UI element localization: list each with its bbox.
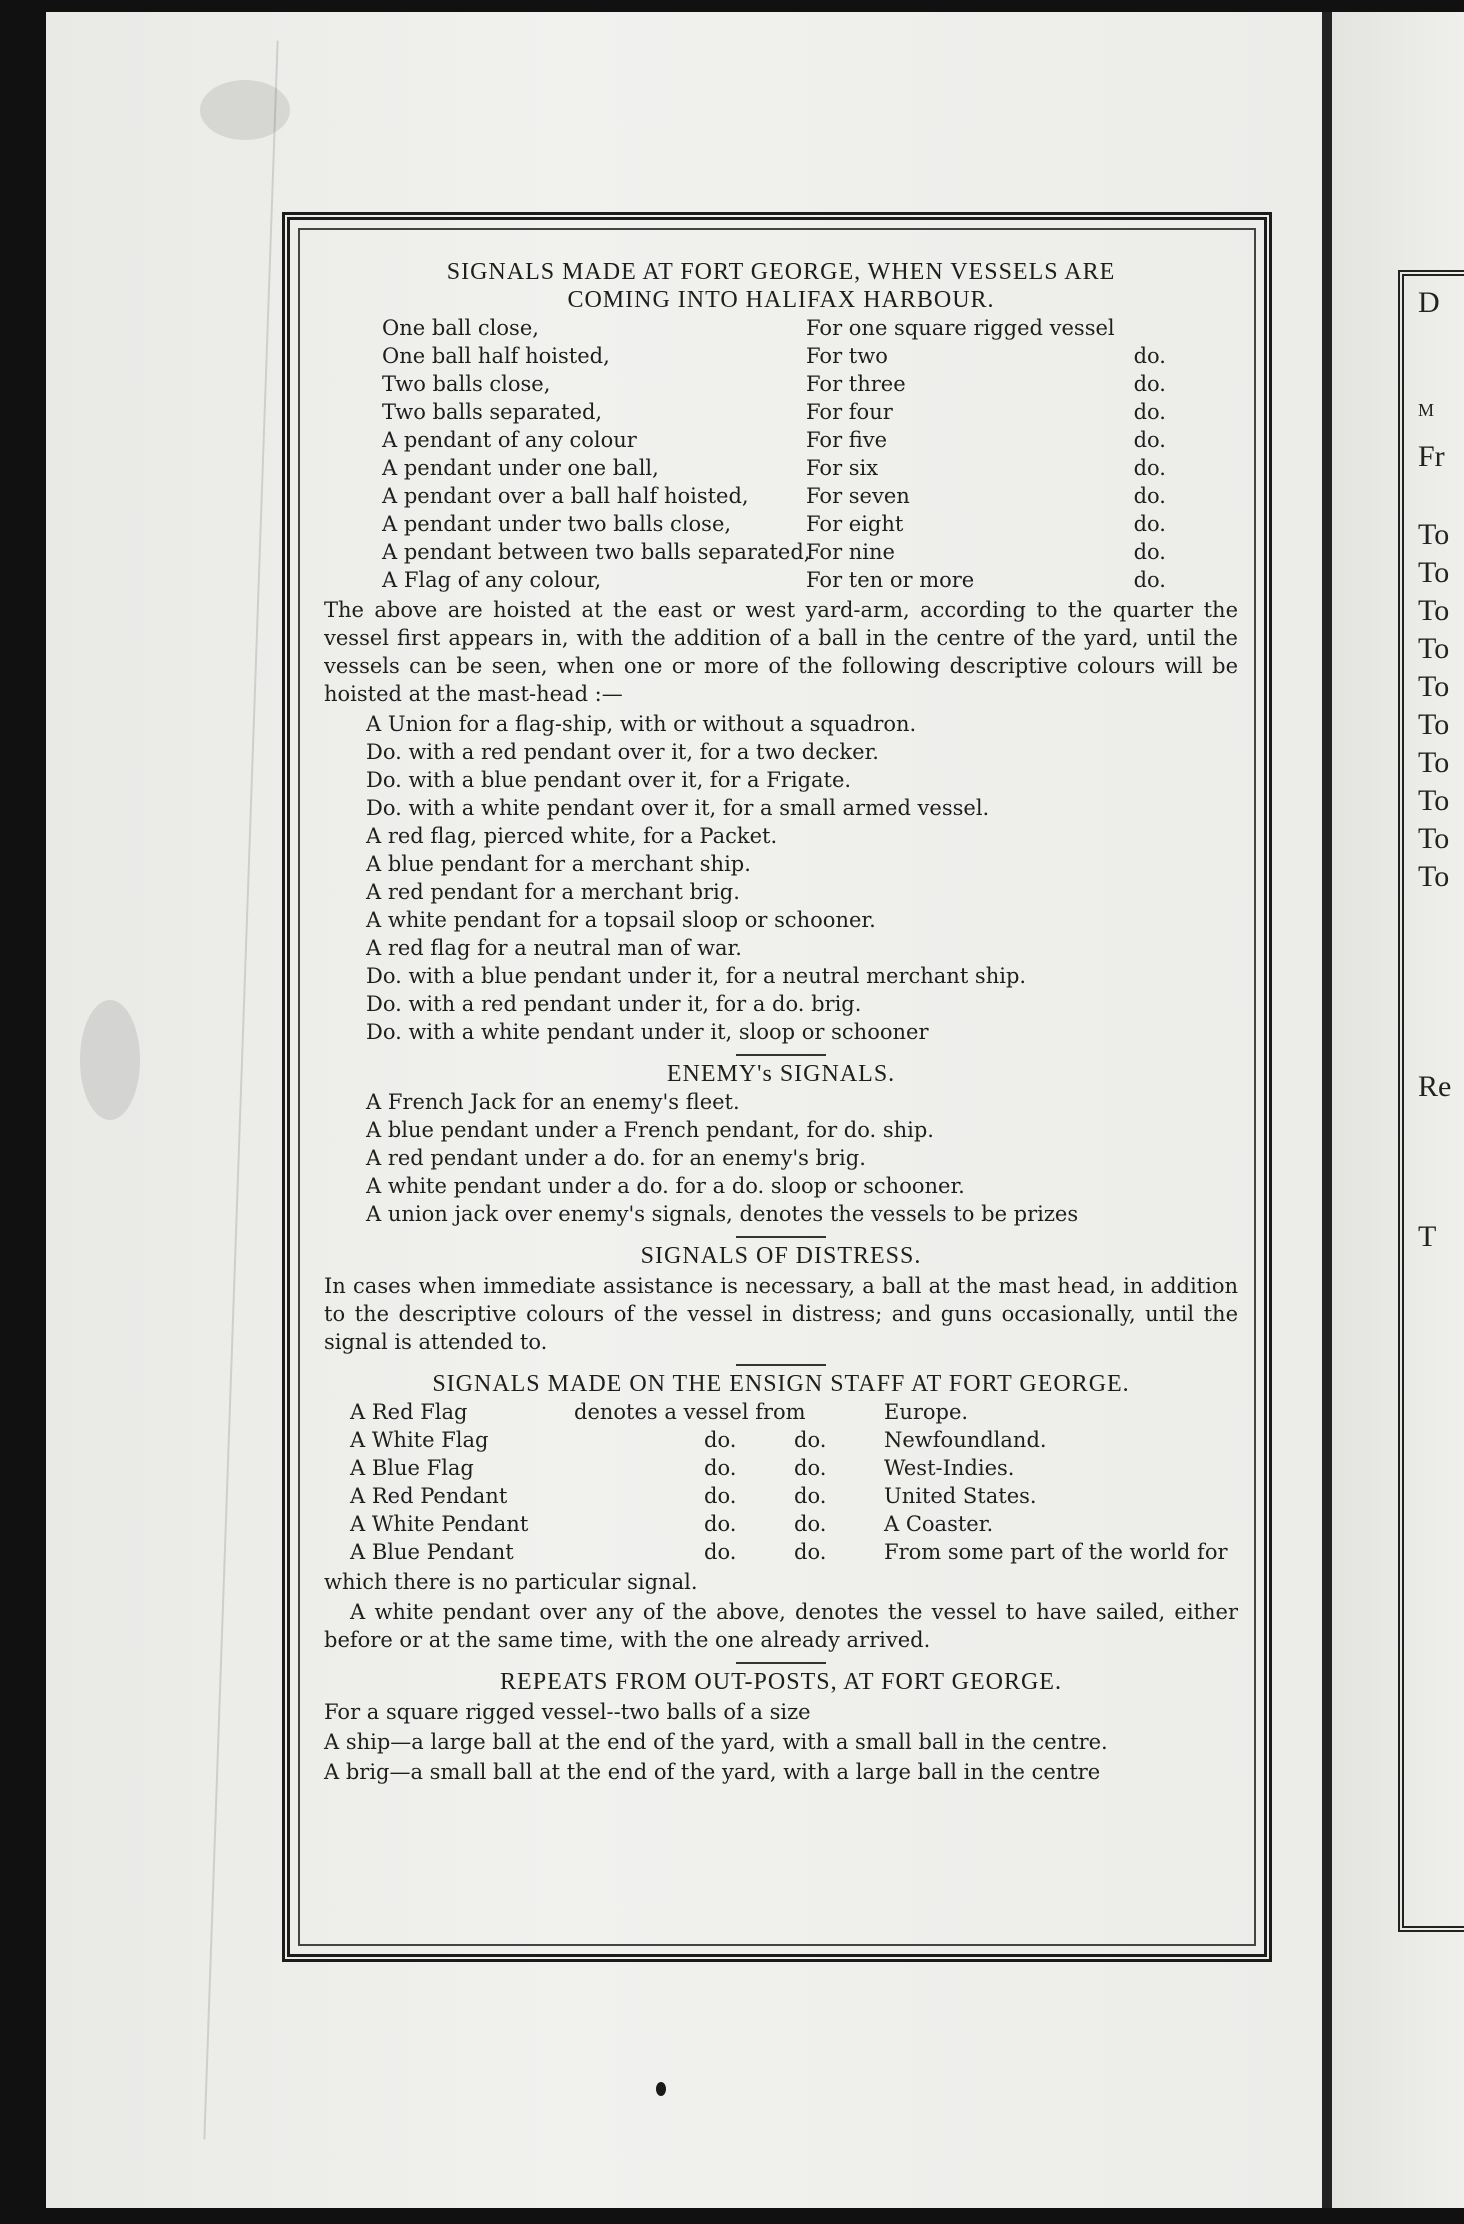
repeats-list — [324, 1698, 1238, 1786]
hoist-paragraph: The above are hoisted at the east or west yard-arm, according to the quarter the vessel first appears in, with the addition of a ball in the centre of the yard, until the vessels can be seen, when one or more of the following descriptive colours will be hoisted at the mast-head :— — [324, 598, 1238, 706]
right-page-fragment: To — [1418, 708, 1450, 741]
right-page-fragment: To — [1418, 518, 1450, 551]
right-page-fragment: To — [1418, 594, 1450, 627]
list-item: A union jack over enemy's signals, denotes the vessels to be prizes — [366, 1202, 1079, 1226]
table-row: Two balls separated, For four do. — [382, 400, 1166, 424]
list-item: A red flag, pierced white, for a Packet. — [366, 824, 778, 848]
table-row: A Red Flag denotes a vessel from Europe. — [350, 1400, 969, 1424]
distress-paragraph: In cases when immediate assistance is necessary, a ball at the mast head, in addition to the descriptive colours of the vessel in distress; and guns occasionally, until the signal is attended to. — [324, 1274, 1238, 1354]
book-gutter — [1322, 12, 1332, 2208]
right-page-fragment: M — [1418, 400, 1435, 420]
right-page-fragment: To — [1418, 860, 1450, 893]
enemy-signals-list — [324, 1088, 1238, 1228]
table-row: A pendant under two balls close, For eight do. — [382, 512, 1166, 536]
right-page-fragment: To — [1418, 822, 1450, 855]
table-row: A pendant under one ball, For six do. — [382, 456, 1166, 480]
list-item: A red pendant for a merchant brig. — [366, 880, 740, 904]
list-item: A Union for a flag-ship, with or without a squadron. — [366, 712, 917, 736]
list-item: Do. with a red pendant over it, for a two decker. — [366, 740, 879, 764]
list-item: A blue pendant for a merchant ship. — [366, 852, 751, 876]
table-row: A White Flag do. do. Newfoundland. — [350, 1428, 1047, 1452]
right-page-fragment: Fr — [1418, 440, 1445, 473]
table-row: A Flag of any colour, For ten or more do. — [382, 568, 1166, 592]
stain — [80, 1000, 140, 1120]
list-item: Do. with a blue pendant over it, for a Frigate. — [366, 768, 852, 792]
table-row: A pendant of any colour For five do. — [382, 428, 1166, 452]
section-divider — [736, 1364, 826, 1366]
section-divider — [736, 1662, 826, 1664]
table-row: A pendant between two balls separated, For nine do. — [382, 540, 1166, 564]
table-row: Two balls close, For three do. — [382, 372, 1166, 396]
ensign-note: A white pendant over any of the above, denotes the vessel to have sailed, either before or at the same time, with the one already arrived. — [324, 1600, 1238, 1652]
ball-signals-table — [324, 314, 1238, 594]
table-row: A Blue Flag do. do. West-Indies. — [350, 1456, 1015, 1480]
right-page-fragment: To — [1418, 670, 1450, 703]
list-item: Do. with a white pendant over it, for a small armed vessel. — [366, 796, 990, 820]
ensign-signals-heading: SIGNALS MADE ON THE ENSIGN STAFF AT FORT GEORGE. — [432, 1371, 1130, 1397]
distress-signals-heading: SIGNALS OF DISTRESS. — [640, 1243, 922, 1269]
list-item: Do. with a white pendant under it, sloop or schooner — [366, 1020, 929, 1044]
ink-spot — [656, 2082, 666, 2096]
list-item: A blue pendant under a French pendant, for do. ship. — [366, 1118, 934, 1142]
list-item: A red pendant under a do. for an enemy's brig. — [366, 1146, 866, 1170]
table-row: A pendant over a ball half hoisted, For seven do. — [382, 484, 1166, 508]
repeats-heading: REPEATS FROM OUT-POSTS, AT FORT GEORGE. — [500, 1669, 1062, 1695]
page-subtitle: COMING INTO HALIFAX HARBOUR. — [567, 287, 995, 313]
ensign-signals-table — [324, 1398, 1238, 1566]
signals-text — [324, 258, 1238, 1788]
page-title: SIGNALS MADE AT FORT GEORGE, WHEN VESSELS ARE — [446, 259, 1116, 285]
list-item: Do. with a red pendant under it, for a do. brig. — [366, 992, 862, 1016]
right-page-fragment: To — [1418, 632, 1450, 665]
descriptive-colours-list — [324, 710, 1238, 1046]
section-divider — [736, 1236, 826, 1238]
right-page-fragment: Re — [1418, 1070, 1452, 1103]
right-page-fragment: To — [1418, 784, 1450, 817]
list-item: A red flag for a neutral man of war. — [366, 936, 742, 960]
list-item: A French Jack for an enemy's fleet. — [366, 1090, 740, 1114]
list-item: A white pendant under a do. for a do. sloop or schooner. — [366, 1174, 965, 1198]
right-page-fragment: To — [1418, 746, 1450, 779]
list-item: A brig—a small ball at the end of the yard, with a large ball in the centre — [324, 1760, 1101, 1784]
section-divider — [736, 1054, 826, 1056]
table-row: A Blue Pendant do. do. From some part of the world for — [350, 1540, 1228, 1564]
table-row: One ball close, For one square rigged vessel — [382, 316, 1115, 340]
table-row: A White Pendant do. do. A Coaster. — [350, 1512, 994, 1536]
list-item: A ship—a large ball at the end of the yard, with a small ball in the centre. — [324, 1730, 1108, 1754]
list-item: Do. with a blue pendant under it, for a neutral merchant ship. — [366, 964, 1027, 988]
list-item: A white pendant for a topsail sloop or schooner. — [366, 908, 876, 932]
table-row: A Red Pendant do. do. United States. — [350, 1484, 1037, 1508]
enemy-signals-heading: ENEMY's SIGNALS. — [666, 1061, 896, 1087]
ensign-continuation: which there is no particular signal. — [324, 1570, 698, 1594]
right-page-fragment: To — [1418, 556, 1450, 589]
right-page-fragment: T — [1418, 1220, 1437, 1253]
right-page-fragment: D — [1418, 286, 1440, 319]
table-row: One ball half hoisted, For two do. — [382, 344, 1166, 368]
list-item: For a square rigged vessel--two balls of a size — [324, 1700, 811, 1724]
